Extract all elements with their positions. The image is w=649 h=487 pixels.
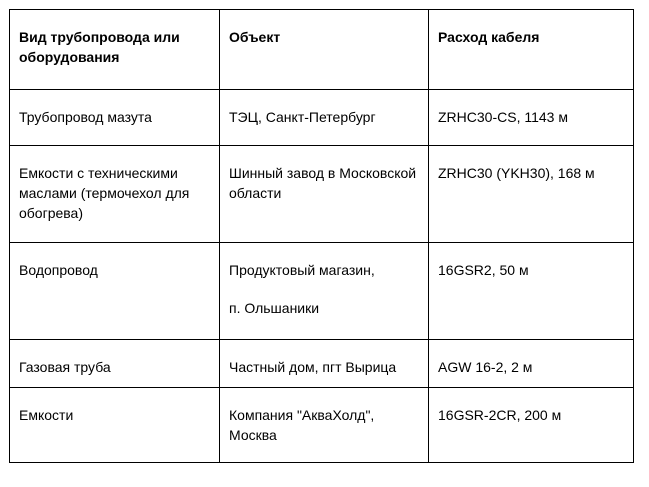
cell-cable: 16GSR-2CR, 200 м [429, 388, 634, 463]
cell-type: Водопровод [10, 243, 220, 340]
table-row [10, 388, 634, 463]
table-row [10, 340, 634, 388]
table-row [10, 146, 634, 243]
cell-type: Газовая труба [10, 340, 220, 388]
table-row [10, 243, 634, 340]
cell-type: Емкости [10, 388, 220, 463]
table-row [10, 90, 634, 146]
cell-object-line1: Продуктовый магазин, [229, 262, 375, 278]
cell-object: Частный дом, пгт Вырица [220, 340, 429, 388]
cell-object: Компания "АкваХолд", Москва [220, 388, 429, 463]
cell-type: Трубопровод мазута [10, 90, 220, 146]
cell-object: Шинный завод в Московской области [220, 146, 429, 243]
cell-cable: AGW 16-2, 2 м [429, 340, 634, 388]
cell-object [220, 243, 429, 340]
header-cell-object: Объект [220, 10, 429, 90]
cell-cable: ZRHC30 (YKH30), 168 м [429, 146, 634, 243]
cell-object: ТЭЦ, Санкт-Петербург [220, 90, 429, 146]
header-cell-type: Вид трубопровода или оборудования [10, 10, 220, 90]
cell-cable: 16GSR2, 50 м [429, 243, 634, 340]
cable-usage-table [9, 9, 634, 463]
header-cell-cable: Расход кабеля [429, 10, 634, 90]
cell-object-line2: п. Ольшаники [229, 300, 320, 316]
cell-type: Емкости с техническими маслами (термочехол для обогрева) [10, 146, 220, 243]
table-header-row [10, 10, 634, 90]
cell-cable: ZRHC30-CS, 1143 м [429, 90, 634, 146]
